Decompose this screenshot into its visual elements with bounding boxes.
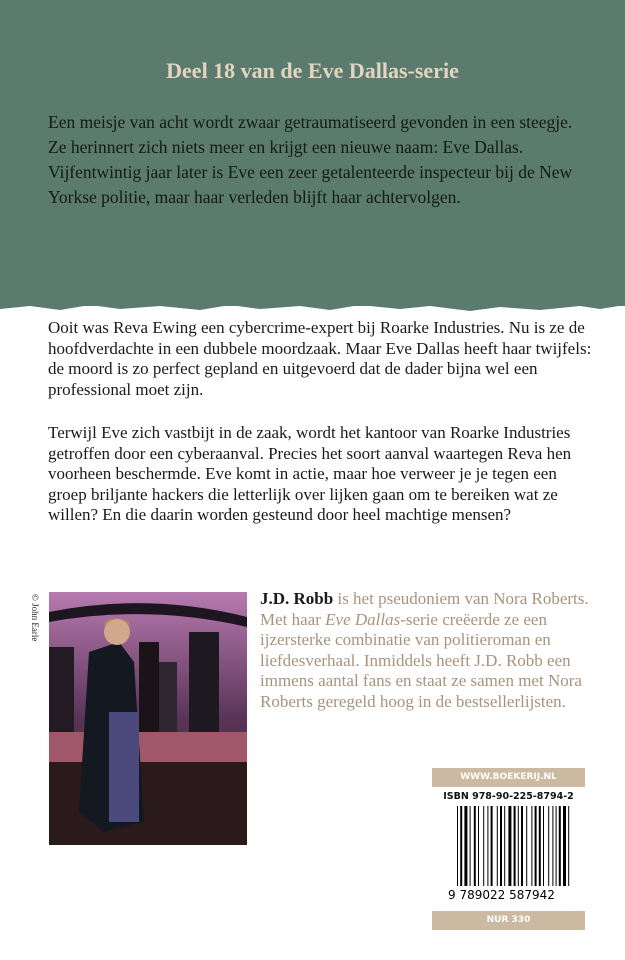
author-photo [49, 592, 247, 845]
bio-text: -serie creëerde ze een ijzersterke combinatie van politieroman en liefdesverhaal. Inmiddels heeft J.D. Robb een immens aantal fans en staat ze samen met Nora Roberts geregeld hoog in de bestsellerlijsten. [260, 609, 582, 711]
series-title: Deel 18 van de Eve Dallas-serie [166, 58, 459, 83]
bio-series: Eve Dallas [325, 609, 401, 629]
nur-code: NUR 330 [432, 911, 585, 930]
intro-text: Een meisje van acht wordt zwaar getraumatiseerd gevonden in een steegje. Ze herinnert zich niets meer en krijgt een nieuwe naam: Eve Dallas. Vijfentwintig jaar later is Eve een zeer getalenteerde inspecteur bij de New Yorkse politie, maar haar verleden blijft haar achtervolgen. [48, 112, 573, 207]
torn-edge [0, 300, 625, 314]
blurb-paragraph-2: Terwijl Eve zich vastbijt in de zaak, wordt het kantoor van Roarke Industries getroffen door een cyberaanval. Precies het soort aanval waartegen Reva hen voorheen beschermde. Eve komt in actie, maar hoe verweer je je tegen een groep briljante hackers die letterlijk over lijken gaan om te bereiken wat ze willen? En die daarin worden gesteund door heel machtige mensen? [48, 423, 572, 524]
bio-text: is het pseudoniem van Nora Roberts. Met haar [260, 589, 589, 629]
author-bio [260, 589, 600, 712]
photo-credit: © John Earle [30, 594, 40, 642]
blurb-paragraph-1: Ooit was Reva Ewing een cybercrime-expert bij Roarke Industries. Nu is ze de hoofdverdachte in een dubbele moordzaak. Maar Eve Dallas heeft haar twijfels: de moord is zo perfect gepland en uitgevoerd dat de dader bijna wel een professional moet zijn. [48, 318, 592, 399]
publisher-website: WWW.BOEKERIJ.NL [432, 768, 585, 787]
barcode-digits: 9 789022 587942 [448, 888, 555, 901]
author-name: J.D. Robb [260, 589, 334, 608]
isbn: ISBN 978-90-225-8794-2 [443, 791, 574, 802]
barcode [447, 806, 577, 901]
